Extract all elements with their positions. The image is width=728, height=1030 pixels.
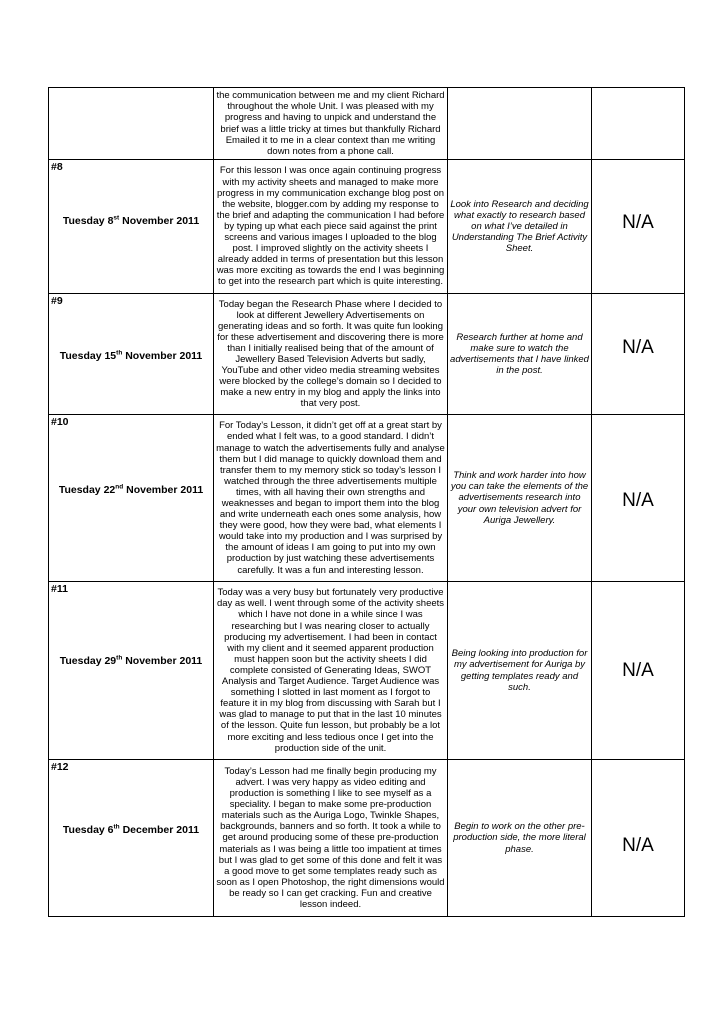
entry-number: #11 <box>51 583 68 595</box>
lesson-description: Today’s Lesson had me finally begin producing my advert. I was very happy as video editing and production is something I like to see myself as a speciality. I began to make some pre-production materials such as the Auriga Logo, Twinkle Shapes, backgrounds, banners and so forth. It took a while to get around producing some of these pre-production materials as I was being a little too impatient at times but I was glad to get some of this done and felt it was a good move to get some templates ready such as soon as I open Photoshop, the right dimensions would be ready so I can get cracking. Fun and creative lesson indeed. <box>214 760 448 917</box>
result-cell: N/A <box>592 160 685 294</box>
target-cell: Being looking into production for my advertisement for Auriga by getting templates ready and such. <box>448 582 592 760</box>
target-cell <box>448 88 592 160</box>
lesson-date: Tuesday 6th December 2011 <box>62 823 200 836</box>
date-cell <box>49 582 214 760</box>
date-cell <box>49 88 214 160</box>
result-cell: N/A <box>592 760 685 917</box>
target-cell: Research further at home and make sure to watch the advertisements that I have linked in the post. <box>448 294 592 415</box>
target-cell: Think and work harder into how you can take the elements of the advertisements research into your own television advert for Auriga Jewellery. <box>448 415 592 582</box>
table-row <box>49 294 685 415</box>
lesson-description: For this lesson I was once again continuing progress with my activity sheets and managed to make more progress in my communication exchange blog post on the website, blogger.com by adding my response to the brief and adapting the communication I had before by typing up what each piece said against the print screens and various images I uploaded to the blog post. I improved slightly on the activity sheets I already added in terms of presentation but this lesson was more exciting as towards the end I was beginning to get into the research part which is quite interesting. <box>214 160 448 294</box>
lesson-description: Today began the Research Phase where I decided to look at different Jewellery Advertisements on generating ideas and so forth. It was quite fun looking for these advertisement and discovering there is more than I initially realised being that of the amount of Jewellery Based Television Adverts but sadly, YouTube and other video media streaming websites were blocked by the college’s domain so I decided to make a new entry in my blog and apply the links into that very post. <box>214 294 448 415</box>
entry-number: #12 <box>51 761 69 773</box>
result-cell <box>592 88 685 160</box>
table-row <box>49 582 685 760</box>
result-cell: N/A <box>592 582 685 760</box>
lesson-date: Tuesday 15th November 2011 <box>59 349 203 362</box>
date-cell <box>49 294 214 415</box>
target-cell: Begin to work on the other pre-production side, the more literal phase. <box>448 760 592 917</box>
table-row <box>49 88 685 160</box>
target-cell: Look into Research and deciding what exactly to research based on what I’ve detailed in Understanding The Brief Activity Sheet. <box>448 160 592 294</box>
result-cell: N/A <box>592 294 685 415</box>
lesson-description: Today was a very busy but fortunately very productive day as well. I went through some of the activity sheets which I have not done in a while since I was researching but I was nearing closer to actually producing my advertisement. I had been in contact with my client and it seemed apparent production must happen soon but the activity sheets I did complete consisted of Generating Ideas, SWOT Analysis and Target Audience. Target Audience was something I slotted in last moment as I forgot to feature it in my blog from discussing with Sarah but I was glad to manage to put that in the last 10 minutes of the lesson. Quite fun lesson, but probably be a lot more exciting and less tedious once I get into the production side of the unit. <box>214 582 448 760</box>
entry-number: #10 <box>51 416 69 428</box>
table-row <box>49 160 685 294</box>
date-cell <box>49 760 214 917</box>
lesson-description: the communication between me and my client Richard throughout the whole Unit. I was pleased with my progress and having to unpick and understand the brief was a little tricky at times but thankfully Richard Emailed it to me in a clear context than me writing down notes from a phone call. <box>214 88 448 160</box>
date-cell <box>49 415 214 582</box>
lesson-date: Tuesday 29th November 2011 <box>59 654 203 667</box>
table-row <box>49 760 685 917</box>
date-cell <box>49 160 214 294</box>
lesson-log-table <box>48 87 685 917</box>
lesson-description: For Today’s Lesson, it didn’t get off at a great start by ended what I felt was, to a good standard. I didn’t manage to watch the advertisements fully and analyse them but I did manage to quickly download them and transfer them to my memory stick so today’s lesson I watched through the three advertisements multiple times, with all having their own strengths and weaknesses and began to import them into the blog and write underneath each ones some analysis, how they were good, how they were bad, what elements I would take into my production and I was surprised by the amount of ideas I am going to put into my own production by just watching these advertisements carefully. It was a fun and interesting lesson. <box>214 415 448 582</box>
entry-number: #9 <box>51 295 63 307</box>
lesson-date: Tuesday 22nd November 2011 <box>58 483 204 496</box>
table-row <box>49 415 685 582</box>
result-cell: N/A <box>592 415 685 582</box>
entry-number: #8 <box>51 161 63 173</box>
lesson-date: Tuesday 8st November 2011 <box>62 214 200 227</box>
